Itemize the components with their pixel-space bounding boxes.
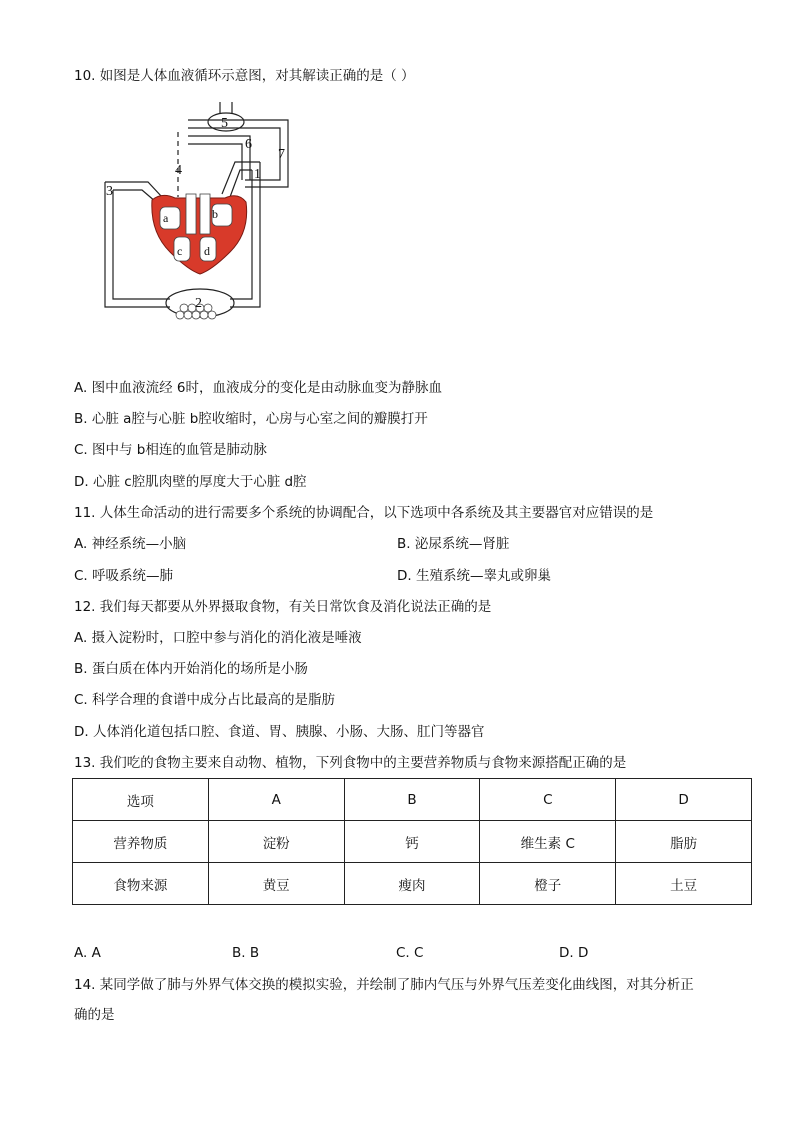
table-cell: 钙 — [344, 821, 480, 863]
label-4: 4 — [175, 163, 182, 178]
q13-table — [72, 778, 752, 905]
chamber-d: d — [204, 244, 210, 258]
chamber-c: c — [177, 244, 183, 258]
table-cell: 土豆 — [616, 863, 752, 905]
q11-option-c: C. 呼吸系统—肺 — [74, 568, 174, 584]
table-cell: 食物来源 — [73, 863, 209, 905]
q10-option-c: C. 图中与 b相连的血管是肺动脉 — [74, 442, 267, 458]
q12-option-d: D. 人体消化道包括口腔、食道、胃、胰腺、小肠、大肠、肛门等器官 — [74, 724, 485, 740]
label-7: 7 — [278, 147, 285, 162]
q10-stem: 10. 如图是人体血液循环示意图，对其解读正确的是（ ） — [74, 68, 415, 84]
q11-stem: 11. 人体生命活动的进行需要多个系统的协调配合，以下选项中各系统及其主要器官对应错误的是 — [74, 505, 654, 521]
label-1: 1 — [254, 167, 261, 182]
label-3: 3 — [106, 184, 113, 199]
chamber-a: a — [163, 211, 169, 225]
table-cell: A — [208, 779, 344, 821]
q13-option-d: D. D — [559, 945, 589, 961]
chamber-b: b — [212, 207, 218, 221]
q11-option-a: A. 神经系统—小脑 — [74, 536, 187, 552]
q12-option-b: B. 蛋白质在体内开始消化的场所是小肠 — [74, 661, 308, 677]
q14-stem-line2: 确的是 — [74, 1007, 115, 1023]
q10-option-d: D. 心脏 c腔肌肉壁的厚度大于心脏 d腔 — [74, 474, 307, 490]
label-5: 5 — [221, 116, 228, 131]
table-cell: 维生素 C — [480, 821, 616, 863]
q13-option-c: C. C — [396, 945, 424, 961]
table-cell: C — [480, 779, 616, 821]
q10-option-a: A. 图中血液流经 6时，血液成分的变化是由动脉血变为静脉血 — [74, 380, 442, 396]
table-cell: 选项 — [73, 779, 209, 821]
q10-option-b: B. 心脏 a腔与心脏 b腔收缩时，心房与心室之间的瓣膜打开 — [74, 411, 428, 427]
q11-option-b: B. 泌尿系统—肾脏 — [397, 536, 510, 552]
blood-circulation-diagram — [100, 102, 300, 322]
q12-stem: 12. 我们每天都要从外界摄取食物，有关日常饮食及消化说法正确的是 — [74, 599, 492, 615]
label-6: 6 — [245, 137, 252, 152]
table-cell: 瘦肉 — [344, 863, 480, 905]
table-cell: 黄豆 — [208, 863, 344, 905]
table-row — [73, 779, 752, 821]
table-cell: 脂肪 — [616, 821, 752, 863]
q12-option-c: C. 科学合理的食谱中成分占比最高的是脂肪 — [74, 692, 336, 708]
table-row — [73, 863, 752, 905]
table-cell: 橙子 — [480, 863, 616, 905]
q13-stem: 13. 我们吃的食物主要来自动物、植物，下列食物中的主要营养物质与食物来源搭配正确的是 — [74, 755, 627, 771]
q13-option-a: A. A — [74, 945, 101, 961]
table-row — [73, 821, 752, 863]
table-cell: 淀粉 — [208, 821, 344, 863]
q11-option-d: D. 生殖系统—睾丸或卵巢 — [397, 568, 551, 584]
table-cell: 营养物质 — [73, 821, 209, 863]
table-cell: B — [344, 779, 480, 821]
q14-stem-line1: 14. 某同学做了肺与外界气体交换的模拟实验，并绘制了肺内气压与外界气压差变化曲线图，对其分析正 — [74, 977, 694, 993]
label-2: 2 — [195, 296, 202, 311]
table-cell: D — [616, 779, 752, 821]
q13-option-b: B. B — [232, 945, 260, 961]
q12-option-a: A. 摄入淀粉时，口腔中参与消化的消化液是唾液 — [74, 630, 362, 646]
